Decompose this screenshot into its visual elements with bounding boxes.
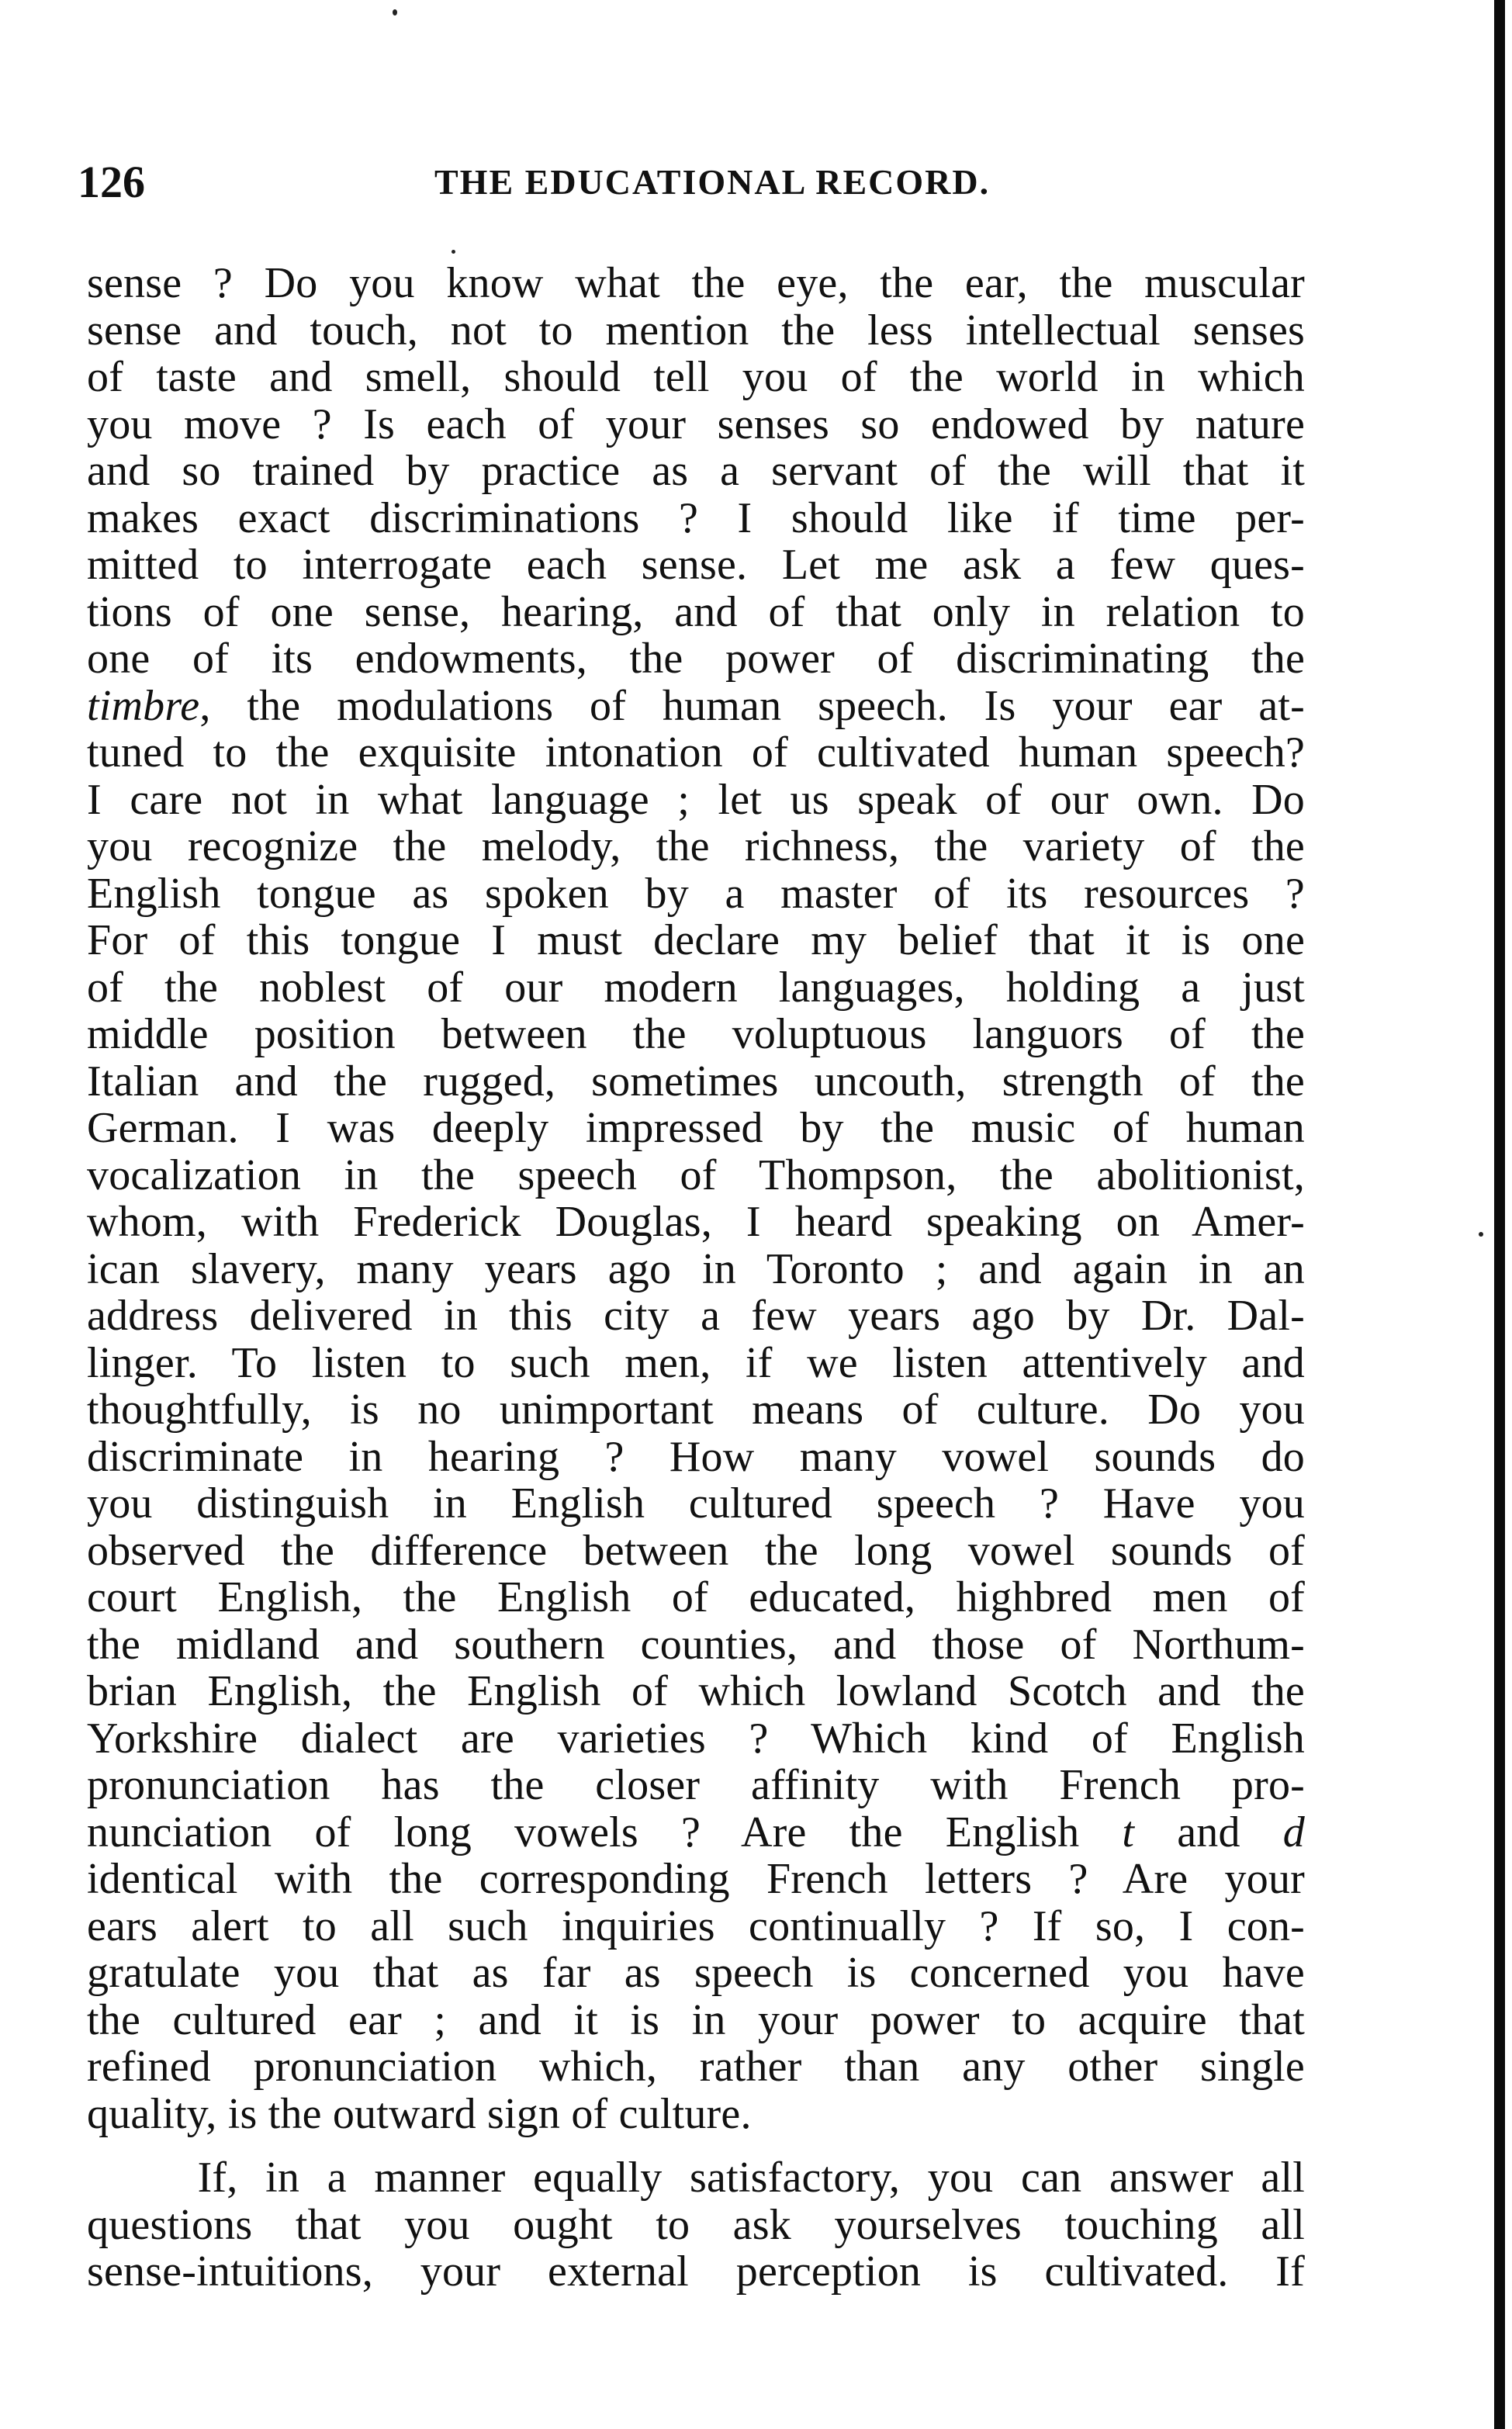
text-line: questions that you ought to ask yourselves touching all <box>87 2200 1305 2249</box>
italic-word: timbre <box>87 681 200 730</box>
ink-speck <box>393 9 397 16</box>
text-line: gratulate you that as far as speech is concerned you have <box>87 1949 1305 1997</box>
text-line: sense ? Do you know what the eye, the ear, the muscular <box>87 259 1305 307</box>
text-line: makes exact discriminations ? I should like if time per- <box>87 493 1305 542</box>
text-line: thoughtfully, is no unimportant means of culture. Do you <box>87 1386 1305 1434</box>
text-line: vocalization in the speech of Thompson, the abolitionist, <box>87 1150 1305 1199</box>
text-line: pronunciation has the closer affinity with French pro- <box>87 1761 1305 1809</box>
text-line: Italian and the rugged, sometimes uncouth, strength of the <box>87 1057 1305 1106</box>
text-line: English tongue as spoken by a master of its resources ? <box>87 869 1305 918</box>
text-line: you recognize the melody, the richness, the variety of the <box>87 822 1305 870</box>
ink-speck <box>1479 1232 1483 1237</box>
text-line: timbre, the modulations of human speech. Is your ear at- <box>87 681 1305 730</box>
text-line: the midland and southern counties, and those of Northum- <box>87 1620 1305 1669</box>
text-line: For of this tongue I must declare my belief that it is one <box>87 916 1305 964</box>
text-line: ears alert to all such inquiries continually ? If so, I con- <box>87 1901 1305 1950</box>
text-line: observed the difference between the long vowel sounds of <box>87 1526 1305 1575</box>
text-line: the cultured ear ; and it is in your power to acquire that <box>87 1995 1305 2044</box>
text-line: linger. To listen to such men, if we listen attentively and <box>87 1338 1305 1387</box>
text-line: and so trained by practice as a servant of the will that it <box>87 447 1305 495</box>
text-line: one of its endowments, the power of discriminating the <box>87 635 1305 683</box>
paragraph-gap <box>87 2137 1305 2154</box>
text-line: of the noblest of our modern languages, holding a just <box>87 963 1305 1012</box>
text-line: mitted to interrogate each sense. Let me ask a few ques- <box>87 541 1305 589</box>
text-line: court English, the English of educated, highbred men of <box>87 1573 1305 1621</box>
text-line: you move ? Is each of your senses so endowed by nature <box>87 400 1305 448</box>
text-line: sense and touch, not to mention the less intellectual senses <box>87 306 1305 355</box>
text-line: I care not in what language ; let us speak of our own. Do <box>87 775 1305 824</box>
paragraph <box>87 2154 1305 2296</box>
text-line: whom, with Frederick Douglas, I heard speaking on Amer- <box>87 1198 1305 1246</box>
page-edge-rule <box>1494 0 1505 2429</box>
text-line: address delivered in this city a few years ago by Dr. Dal- <box>87 1292 1305 1340</box>
text-line: German. I was deeply impressed by the music of human <box>87 1104 1305 1152</box>
text-line: discriminate in hearing ? How many vowel sounds do <box>87 1432 1305 1481</box>
running-head: THE EDUCATIONAL RECORD. <box>434 162 991 202</box>
text-line: tions of one sense, hearing, and of that only in relation to <box>87 587 1305 636</box>
text-line: tuned to the exquisite intonation of cultivated human speech? <box>87 728 1305 777</box>
page-header <box>78 147 1334 217</box>
text-line: you distinguish in English cultured speech ? Have you <box>87 1479 1305 1528</box>
text-line: Yorkshire dialect are varieties ? Which kind of English <box>87 1714 1305 1763</box>
text-line: ican slavery, many years ago in Toronto ; and again in an <box>87 1244 1305 1293</box>
text-line: middle position between the voluptuous languors of the <box>87 1010 1305 1058</box>
text-line: sense-intuitions, your external perception is cultivated. If <box>87 2247 1305 2296</box>
paragraph <box>87 260 1305 2137</box>
text-line: nunciation of long vowels ? Are the English t and d <box>87 1808 1305 1856</box>
ink-speck <box>452 250 455 254</box>
body-text <box>87 260 1305 2296</box>
text-line: quality, is the outward sign of culture. <box>87 2089 752 2138</box>
text-line: refined pronunciation which, rather than any other single <box>87 2043 1305 2091</box>
text-line: brian English, the English of which lowland Scotch and the <box>87 1667 1305 1715</box>
italic-letter: t <box>1122 1808 1135 1856</box>
text-line: If, in a manner equally satisfactory, you can answer all <box>87 2154 1305 2202</box>
page-number: 126 <box>78 157 145 207</box>
text-line: identical with the corresponding French letters ? Are your <box>87 1855 1305 1903</box>
text-line: of taste and smell, should tell you of the world in which <box>87 353 1305 401</box>
italic-letter: d <box>1282 1808 1305 1856</box>
